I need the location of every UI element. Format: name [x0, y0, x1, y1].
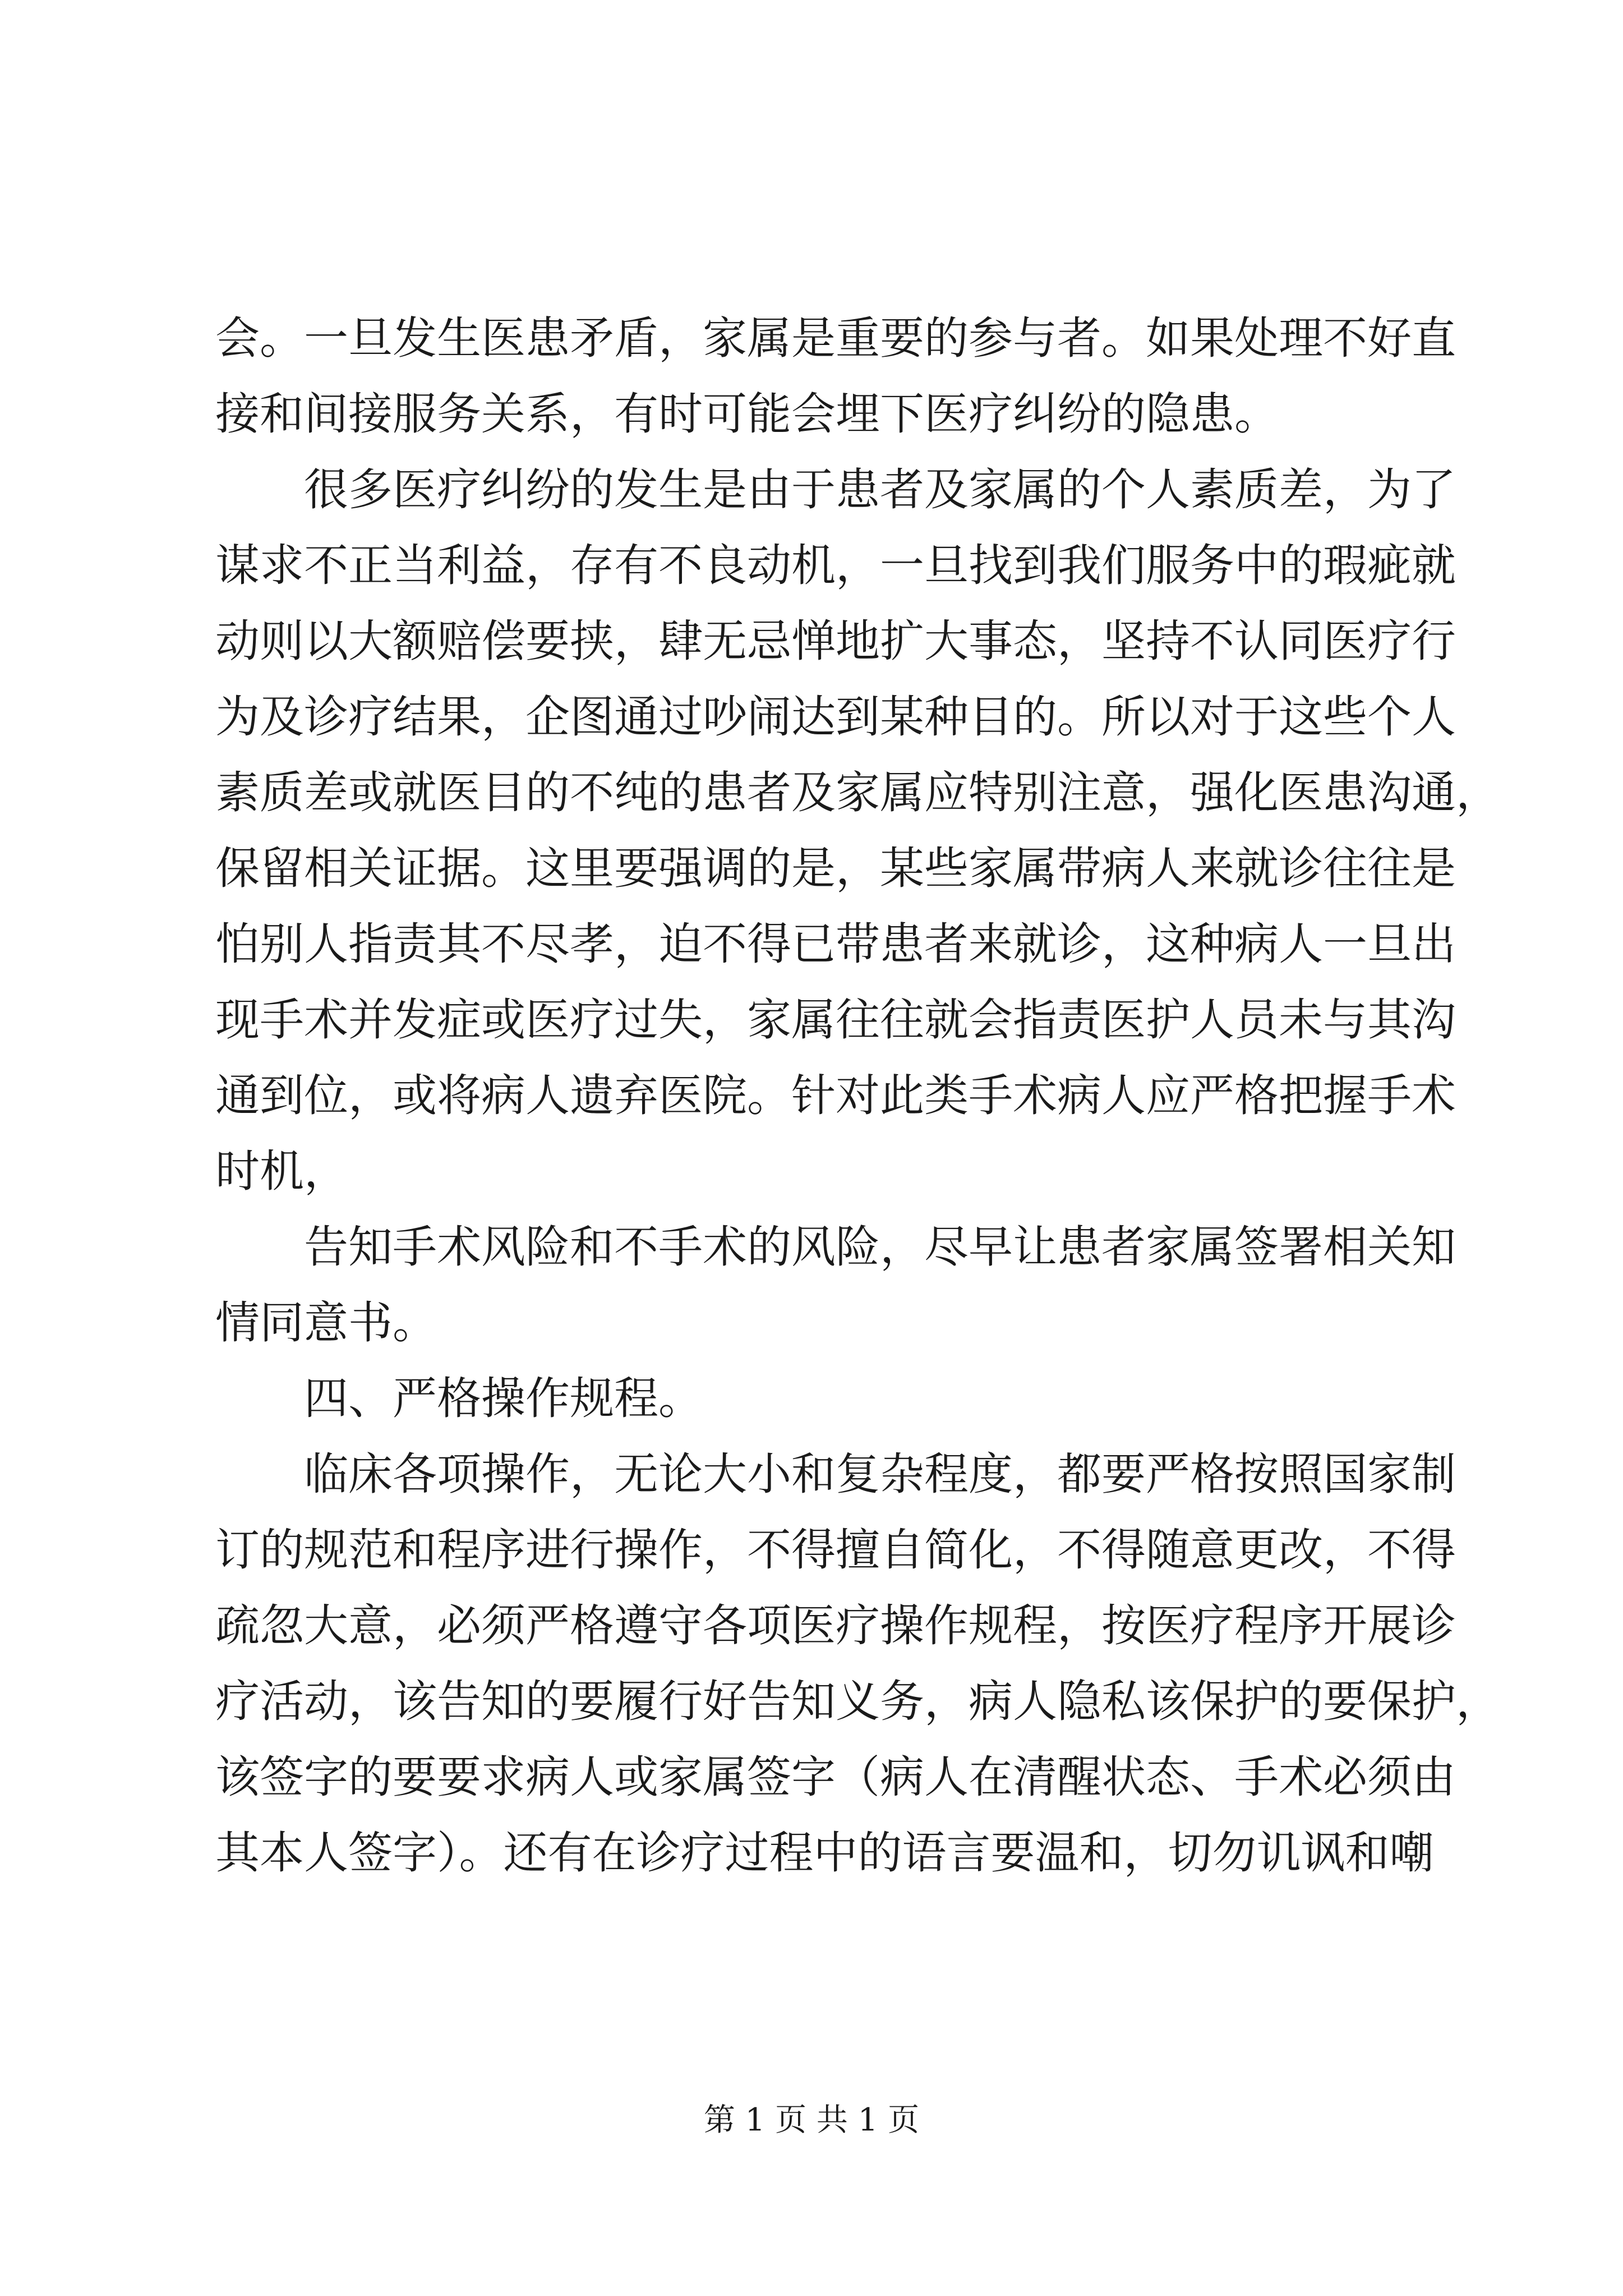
section-heading: 四、严格操作规程。	[304, 1373, 703, 1424]
text-line: 临床各项操作，无论大小和复杂程度，都要严格按照国家制	[304, 1448, 1456, 1500]
text-line: 素质差或就医目的不纯的患者及家属应特别注意，强化医患沟通，	[215, 767, 1500, 818]
text-line: 通到位，或将病人遗弃医院。针对此类手术病人应严格把握手术	[215, 1070, 1456, 1121]
text-line: 谋求不正当利益，存有不良动机，一旦找到我们服务中的瑕疵就	[215, 540, 1456, 591]
text-line: 疗活动，该告知的要履行好告知义务，病人隐私该保护的要保护，	[215, 1676, 1500, 1727]
text-line: 会。一旦发生医患矛盾，家属是重要的参与者。如果处理不好直	[215, 312, 1456, 364]
text-line: 很多医疗纠纷的发生是由于患者及家属的个人素质差，为了	[304, 464, 1456, 516]
text-line: 怕别人指责其不尽孝，迫不得已带患者来就诊，这种病人一旦出	[215, 918, 1456, 970]
text-line: 告知手术风险和不手术的风险，尽早让患者家属签署相关知	[304, 1221, 1456, 1273]
text-line: 疏忽大意，必须严格遵守各项医疗操作规程，按医疗程序开展诊	[215, 1600, 1456, 1651]
text-line: 时机，	[215, 1145, 348, 1197]
page-number-footer: 第 1 页 共 1 页	[703, 2102, 920, 2138]
text-line: 该签字的要要求病人或家属签字（病人在清醒状态、手术必须由	[215, 1751, 1456, 1803]
text-line: 情同意书。	[215, 1297, 437, 1349]
text-line: 保留相关证据。这里要强调的是，某些家属带病人来就诊往往是	[215, 843, 1456, 894]
text-line: 现手术并发症或医疗过失，家属往往就会指责医护人员未与其沟	[215, 994, 1456, 1046]
text-line: 接和间接服务关系，有时可能会埋下医疗纠纷的隐患。	[215, 388, 1279, 440]
text-line: 订的规范和程序进行操作，不得擅自简化，不得随意更改，不得	[215, 1524, 1456, 1576]
text-line: 动则以大额赔偿要挟，肆无忌惮地扩大事态，坚持不认同医疗行	[215, 615, 1456, 667]
text-line: 为及诊疗结果，企图通过吵闹达到某种目的。所以对于这些个人	[215, 691, 1456, 743]
text-line: 其本人签字）。还有在诊疗过程中的语言要温和，切勿讥讽和嘲	[215, 1827, 1434, 1879]
